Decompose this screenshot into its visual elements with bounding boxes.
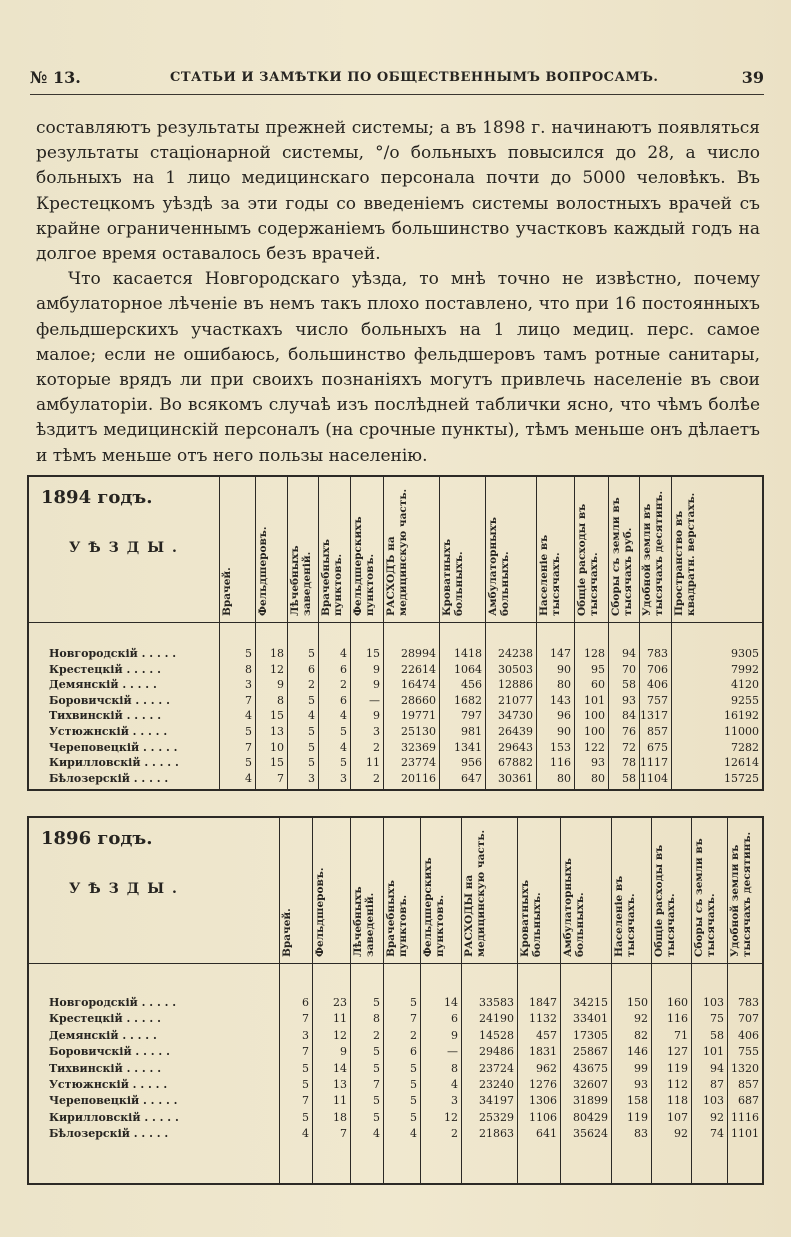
table-cell: 83 xyxy=(634,1127,648,1141)
table-cell: 32369 xyxy=(401,740,436,754)
table-cell: 116 xyxy=(550,756,571,770)
table-cell: 100 xyxy=(584,709,605,723)
table-cell: 12 xyxy=(444,1110,458,1124)
table-cell: 74 xyxy=(710,1127,724,1141)
table-cell: 1132 xyxy=(529,1012,557,1026)
paragraph: Что касается Новгородскаго уѣзда, то мнѣ точно не извѣстно, почему амбулаторное лѣченіе въ немъ такъ плохо поставлено, что при 16 постоянныхъ фельдшерскихъ участкахъ число больныхъ на 1 лицо медиц. перс. самое малое; если не ошибаюсь, большинство фельдшеровъ тамъ ротные санитары, которые врядъ ли при своихъ познаніяхъ могутъ привлечь населеніе въ свои амбулаторіи. Во всякомъ случаѣ изъ послѣдней таблички ясно, что чѣмъ болѣе ѣздитъ медицинскій персоналъ (на срочные пункты), тѣмъ меньше онъ дѣлаетъ и тѣмъ меньше отъ него пользы населенію. xyxy=(36,269,760,466)
table-cell: 160 xyxy=(667,996,688,1009)
row-label: Устюжнскій . . . . . xyxy=(49,725,168,738)
table-cell: 5 xyxy=(302,1061,309,1075)
table-cell: 30361 xyxy=(498,771,533,785)
table-cell: 29486 xyxy=(479,1045,514,1059)
table-cell: 6 xyxy=(302,996,309,1009)
table-cell: 857 xyxy=(738,1078,759,1091)
column-header: Общіе расходы въ тысячахъ. xyxy=(653,844,677,957)
table-cell: 5 xyxy=(410,1061,417,1075)
table-cell: 6 xyxy=(451,1012,458,1026)
table-cell: 43675 xyxy=(573,1061,608,1075)
column-header: Врачебныхъ пунктовъ. xyxy=(385,880,409,957)
table-cell: 783 xyxy=(738,996,759,1009)
table-cell: 5 xyxy=(410,996,417,1009)
table-cell: 24190 xyxy=(479,1012,514,1026)
table-cell: 34197 xyxy=(479,1094,514,1108)
page-number: 39 xyxy=(741,68,764,87)
table-cell: 956 xyxy=(461,756,482,770)
table-cell: 11 xyxy=(333,1012,347,1026)
table-cell: 84 xyxy=(622,709,636,723)
table-cell: 3 xyxy=(340,771,347,785)
row-label: Крестецкій . . . . . xyxy=(49,662,161,676)
table-cell: 93 xyxy=(634,1078,648,1091)
table-cell: 5 xyxy=(308,756,315,770)
column-header: Врачей. xyxy=(221,567,233,616)
table-cell: 5 xyxy=(308,740,315,754)
table-cell: 67882 xyxy=(498,756,533,770)
table-cell: 30503 xyxy=(498,662,533,676)
column-header: Фельдшеровъ. xyxy=(257,526,269,616)
table-cell: 1341 xyxy=(454,740,482,754)
table-cell: 33583 xyxy=(479,996,514,1009)
table-cell: 60 xyxy=(591,678,605,692)
row-label: Боровичскій . . . . . xyxy=(49,693,170,707)
table-cell: 23724 xyxy=(479,1061,514,1075)
table-cell: 5 xyxy=(373,1061,380,1075)
table-cell: 3 xyxy=(308,771,315,785)
column-header: Населеніе въ тысячахъ. xyxy=(538,534,562,616)
table-cell: 647 xyxy=(461,771,482,785)
table-cell: 9 xyxy=(373,662,380,676)
table-cell: 1317 xyxy=(640,709,668,723)
table-cell: 93 xyxy=(622,693,636,707)
table-cell: 5 xyxy=(245,756,252,770)
table-cell: 75 xyxy=(710,1012,724,1026)
table-cell: 14 xyxy=(333,1061,347,1075)
table-title: 1896 годъ. xyxy=(41,828,153,849)
table-cell: 19771 xyxy=(401,709,436,723)
table-cell: 15 xyxy=(270,709,284,723)
table-cell: 25329 xyxy=(479,1110,514,1124)
table-cell: 33401 xyxy=(573,1012,608,1026)
table-cell: 5 xyxy=(410,1110,417,1124)
row-label: Кирилловскій . . . . . xyxy=(49,756,179,770)
row-label: Тихвинскій . . . . . xyxy=(49,1061,162,1075)
table-cell: 28994 xyxy=(401,647,436,660)
table-cell: 17305 xyxy=(573,1028,608,1042)
table-cell: 95 xyxy=(591,662,605,676)
table-cell: 26439 xyxy=(498,725,533,738)
column-header: Кроватныхъ больныхъ. xyxy=(519,879,543,957)
table-cell: 2 xyxy=(340,678,347,692)
table-cell: 143 xyxy=(550,693,571,707)
table-subtitle: УѢЗДЫ. xyxy=(69,540,185,556)
body-text xyxy=(36,116,760,469)
table-cell: 112 xyxy=(667,1078,688,1091)
table-cell: 12 xyxy=(333,1028,347,1042)
table-cell: 7 xyxy=(245,693,252,707)
table-cell: 34215 xyxy=(573,996,608,1009)
column-header: Населеніе въ тысячахъ. xyxy=(613,875,637,957)
table-cell: 25867 xyxy=(573,1045,608,1059)
table-cell: 150 xyxy=(627,996,648,1009)
table-cell: 72 xyxy=(622,740,636,754)
row-label: Боровичскій . . . . . xyxy=(49,1045,170,1059)
table-cell: 2 xyxy=(410,1028,417,1042)
column-header: Кроватныхъ больныхъ. xyxy=(441,538,465,616)
table-cell: 1306 xyxy=(529,1094,557,1108)
table-cell: 18 xyxy=(270,647,284,660)
table-cell: 1117 xyxy=(640,756,668,770)
table-cell: 9 xyxy=(277,678,284,692)
table-cell: 9 xyxy=(373,678,380,692)
table-cell: 11000 xyxy=(724,725,759,738)
table-cell: 981 xyxy=(461,725,482,738)
table-cell: 147 xyxy=(550,647,571,660)
table-cell: 9 xyxy=(451,1028,458,1042)
table-cell: 9305 xyxy=(731,647,759,660)
table-1896 xyxy=(27,816,764,1185)
table-cell: 32607 xyxy=(573,1078,608,1091)
row-label: Демянскій . . . . . xyxy=(49,1028,157,1042)
table-cell: 96 xyxy=(557,709,571,723)
table-cell: 16474 xyxy=(401,678,436,692)
table-cell: 12614 xyxy=(724,756,759,770)
table-cell: 456 xyxy=(461,678,482,692)
table-cell: 4 xyxy=(302,1127,309,1141)
table-cell: 23774 xyxy=(401,756,436,770)
header-divider xyxy=(29,963,762,964)
table-cell: 14 xyxy=(444,996,458,1009)
table-cell: 29643 xyxy=(498,740,533,754)
table-cell: 4 xyxy=(340,709,347,723)
table-cell: 3 xyxy=(245,678,252,692)
table-cell: 1104 xyxy=(640,771,668,785)
table-cell: 34730 xyxy=(498,709,533,723)
table-cell: 94 xyxy=(710,1061,724,1075)
table-cell: 15 xyxy=(270,756,284,770)
table-cell: 797 xyxy=(461,709,482,723)
table-cell: 15 xyxy=(366,647,380,660)
table-cell: 3 xyxy=(373,725,380,738)
table-cell: 857 xyxy=(647,725,668,738)
row-label: Кирилловскій . . . . . xyxy=(49,1110,179,1124)
table-cell: 107 xyxy=(667,1110,688,1124)
table-cell: 1831 xyxy=(529,1045,557,1059)
table-cell: 8 xyxy=(373,1012,380,1026)
table-cell: 9 xyxy=(373,709,380,723)
table-cell: 5 xyxy=(302,1078,309,1091)
table-cell: 21077 xyxy=(498,693,533,707)
table-cell: 28660 xyxy=(401,693,436,707)
table-cell: 80 xyxy=(591,771,605,785)
table-cell: 153 xyxy=(550,740,571,754)
table-cell: 158 xyxy=(627,1094,648,1108)
table-cell: 4 xyxy=(308,709,315,723)
table-cell: 1276 xyxy=(529,1078,557,1091)
table-cell: 18 xyxy=(333,1110,347,1124)
table-cell: 82 xyxy=(634,1028,648,1042)
row-label: Череповецкій . . . . . xyxy=(49,1094,178,1108)
table-cell: 641 xyxy=(536,1127,557,1141)
table-cell: 12 xyxy=(270,662,284,676)
row-label: Новгородскій . . . . . xyxy=(49,996,177,1009)
table-cell: 25130 xyxy=(401,725,436,738)
table-cell: 122 xyxy=(584,740,605,754)
table-cell: 1101 xyxy=(731,1127,759,1141)
table-cell: — xyxy=(369,693,380,707)
table-cell: 92 xyxy=(634,1012,648,1026)
table-cell: 5 xyxy=(308,647,315,660)
table-cell: 10 xyxy=(270,740,284,754)
table-cell: 100 xyxy=(584,725,605,738)
table-cell: 92 xyxy=(674,1127,688,1141)
table-cell: 5 xyxy=(340,725,347,738)
table-cell: 406 xyxy=(738,1028,759,1042)
table-cell: 5 xyxy=(308,693,315,707)
table-cell: 675 xyxy=(647,740,668,754)
column-header: Сборы съ земли въ тысячахъ. xyxy=(693,838,717,957)
table-cell: 4 xyxy=(451,1078,458,1091)
table-cell: 6 xyxy=(340,662,347,676)
table-cell: 99 xyxy=(634,1061,648,1075)
running-header xyxy=(30,62,764,92)
table-cell: 5 xyxy=(245,647,252,660)
table-cell: 7 xyxy=(302,1094,309,1108)
table-cell: 90 xyxy=(557,662,571,676)
table-cell: 707 xyxy=(738,1012,759,1026)
table-cell: 5 xyxy=(373,996,380,1009)
table-cell: 7992 xyxy=(731,662,759,676)
table-cell: 757 xyxy=(647,693,668,707)
table-cell: 14528 xyxy=(479,1028,514,1042)
table-cell: 4 xyxy=(373,1127,380,1141)
table-cell: 5 xyxy=(410,1094,417,1108)
table-cell: 31899 xyxy=(573,1094,608,1108)
table-cell: 1106 xyxy=(529,1110,557,1124)
table-cell: 80 xyxy=(557,771,571,785)
table-cell: 78 xyxy=(622,756,636,770)
table-cell: 127 xyxy=(667,1045,688,1059)
table-cell: 7 xyxy=(340,1127,347,1141)
table-cell: 101 xyxy=(703,1045,724,1059)
table-cell: 8 xyxy=(277,693,284,707)
table-cell: 7 xyxy=(302,1045,309,1059)
table-cell: 15725 xyxy=(724,771,759,785)
table-cell: 12886 xyxy=(498,678,533,692)
table-cell: 8 xyxy=(245,662,252,676)
table-cell: 4120 xyxy=(731,678,759,692)
table-cell: 3 xyxy=(451,1094,458,1108)
table-cell: 116 xyxy=(667,1012,688,1026)
row-label: Бѣлозерскій . . . . . xyxy=(49,771,169,785)
table-cell: 103 xyxy=(703,996,724,1009)
table-cell: 9255 xyxy=(731,693,759,707)
table-cell: 2 xyxy=(373,771,380,785)
table-cell: 128 xyxy=(584,647,605,660)
table-cell: 7 xyxy=(277,771,284,785)
table-cell: 5 xyxy=(302,1110,309,1124)
table-cell: 5 xyxy=(373,1045,380,1059)
table-cell: 80 xyxy=(557,678,571,692)
table-cell: 13 xyxy=(333,1078,347,1091)
table-cell: 7 xyxy=(302,1012,309,1026)
table-cell: 35624 xyxy=(573,1127,608,1141)
row-label: Тихвинскій . . . . . xyxy=(49,709,162,723)
table-cell: 6 xyxy=(340,693,347,707)
table-cell: 87 xyxy=(710,1078,724,1091)
table-cell: 94 xyxy=(622,647,636,660)
column-header: Общіе расходы въ тысячахъ. xyxy=(576,503,600,616)
table-cell: 5 xyxy=(373,1094,380,1108)
table-1894 xyxy=(27,475,764,791)
table-cell: 58 xyxy=(622,678,636,692)
table-cell: 1116 xyxy=(731,1110,759,1124)
table-cell: 5 xyxy=(245,725,252,738)
table-cell: 70 xyxy=(622,662,636,676)
table-cell: 4 xyxy=(245,771,252,785)
table-cell: 90 xyxy=(557,725,571,738)
column-header: Фельдшеровъ. xyxy=(314,867,326,957)
column-header: Врачей. xyxy=(281,908,293,957)
table-cell: 1847 xyxy=(529,996,557,1009)
table-cell: 6 xyxy=(410,1045,417,1059)
table-cell: 687 xyxy=(738,1094,759,1108)
table-cell: 11 xyxy=(366,756,380,770)
table-cell: 103 xyxy=(703,1094,724,1108)
column-header: Фельдшерскихъ пунктовъ. xyxy=(352,516,376,616)
table-cell: 4 xyxy=(245,709,252,723)
table-cell: 962 xyxy=(536,1061,557,1075)
table-cell: 7 xyxy=(245,740,252,754)
table-cell: 1320 xyxy=(731,1061,759,1075)
header-divider xyxy=(29,622,762,623)
table-title: 1894 годъ. xyxy=(41,487,153,508)
table-cell: — xyxy=(447,1045,458,1059)
column-header: Врачебныхъ пунктовъ. xyxy=(320,539,344,616)
table-cell: 2 xyxy=(373,740,380,754)
table-cell: 755 xyxy=(738,1045,759,1059)
table-cell: 11 xyxy=(333,1094,347,1108)
table-cell: 9 xyxy=(340,1045,347,1059)
table-cell: 2 xyxy=(308,678,315,692)
table-cell: 7282 xyxy=(731,740,759,754)
table-cell: 5 xyxy=(373,1110,380,1124)
table-cell: 457 xyxy=(536,1028,557,1042)
table-cell: 101 xyxy=(584,693,605,707)
column-header: РАСХОДЪ на медицинскую часть. xyxy=(385,488,409,616)
header-rule xyxy=(30,94,764,95)
row-label: Новгородскій . . . . . xyxy=(49,647,177,660)
table-cell: 2 xyxy=(451,1127,458,1141)
table-cell: 5 xyxy=(340,756,347,770)
table-cell: 92 xyxy=(710,1110,724,1124)
column-header: РАСХОДЫ на медицинскую часть. xyxy=(463,829,487,957)
column-header: Лѣчебныхъ заведеній. xyxy=(289,545,313,616)
row-label: Демянскій . . . . . xyxy=(49,678,157,692)
table-cell: 2 xyxy=(373,1028,380,1042)
table-cell: 23 xyxy=(333,996,347,1009)
table-cell: 146 xyxy=(627,1045,648,1059)
table-cell: 22614 xyxy=(401,662,436,676)
row-label: Устюжнскій . . . . . xyxy=(49,1078,168,1091)
table-cell: 71 xyxy=(674,1028,688,1042)
table-cell: 6 xyxy=(308,662,315,676)
table-cell: 24238 xyxy=(498,647,533,660)
table-cell: 406 xyxy=(647,678,668,692)
table-cell: 118 xyxy=(667,1094,688,1108)
row-label: Череповецкій . . . . . xyxy=(49,740,178,754)
table-cell: 7 xyxy=(373,1078,380,1091)
table-cell: 58 xyxy=(710,1028,724,1042)
table-cell: 1064 xyxy=(454,662,482,676)
table-cell: 8 xyxy=(451,1061,458,1075)
paragraph: составляютъ результаты прежней системы; а въ 1898 г. начинаютъ появляться результаты стаціонарной системы, °/о больныхъ повысился до 28, а число больныхъ на 1 лицо медицинскаго персонала почти до 5000 человѣкъ. Въ Крестецкомъ уѣздѣ за эти годы со введеніемъ системы волостныхъ врачей съ крайне ограниченнымъ содержаніемъ большинство участковъ каждый годъ на долгое время оставалось безъ врачей. xyxy=(36,118,760,265)
column-header: Фельдшерскихъ пунктовъ. xyxy=(422,857,446,957)
table-cell: 23240 xyxy=(479,1078,514,1091)
column-header: Сборы съ земли въ тысячахъ руб. xyxy=(610,497,634,616)
row-label: Крестецкій . . . . . xyxy=(49,1012,161,1026)
table-subtitle: УѢЗДЫ. xyxy=(69,881,185,897)
row-label: Бѣлозерскій . . . . . xyxy=(49,1127,169,1141)
table-cell: 76 xyxy=(622,725,636,738)
column-header: Амбулаторныхъ больныхъ. xyxy=(562,858,586,957)
table-cell: 1682 xyxy=(454,693,482,707)
table-cell: 4 xyxy=(410,1127,417,1141)
table-cell: 21863 xyxy=(479,1127,514,1141)
table-cell: 5 xyxy=(308,725,315,738)
section-title: СТАТЬИ И ЗАМѢТКИ ПО ОБЩЕСТВЕННЫМЪ ВОПРОСАМЪ. xyxy=(170,70,659,85)
table-cell: 7 xyxy=(410,1012,417,1026)
table-cell: 1418 xyxy=(454,647,482,660)
table-cell: 119 xyxy=(627,1110,648,1124)
table-cell: 5 xyxy=(410,1078,417,1091)
column-header: Амбулаторныхъ больныхъ. xyxy=(487,517,511,616)
column-header: Лѣчебныхъ заведеній. xyxy=(352,886,376,957)
table-cell: 783 xyxy=(647,647,668,660)
table-cell: 706 xyxy=(647,662,668,676)
table-cell: 58 xyxy=(622,771,636,785)
table-cell: 20116 xyxy=(401,771,436,785)
table-cell: 4 xyxy=(340,740,347,754)
table-cell: 13 xyxy=(270,725,284,738)
table-cell: 80429 xyxy=(573,1110,608,1124)
table-cell: 3 xyxy=(302,1028,309,1042)
column-header: Удобной земли въ тысячахъ десятинъ. xyxy=(641,490,665,616)
column-header: Удобной земли въ тысячахъ десятинъ. xyxy=(729,831,753,957)
table-cell: 4 xyxy=(340,647,347,660)
table-cell: 119 xyxy=(667,1061,688,1075)
column-header: Пространство въ квадратн. верстахъ. xyxy=(673,492,697,616)
table-cell: 16192 xyxy=(724,709,759,723)
issue-number: № 13. xyxy=(30,68,81,87)
table-cell: 93 xyxy=(591,756,605,770)
